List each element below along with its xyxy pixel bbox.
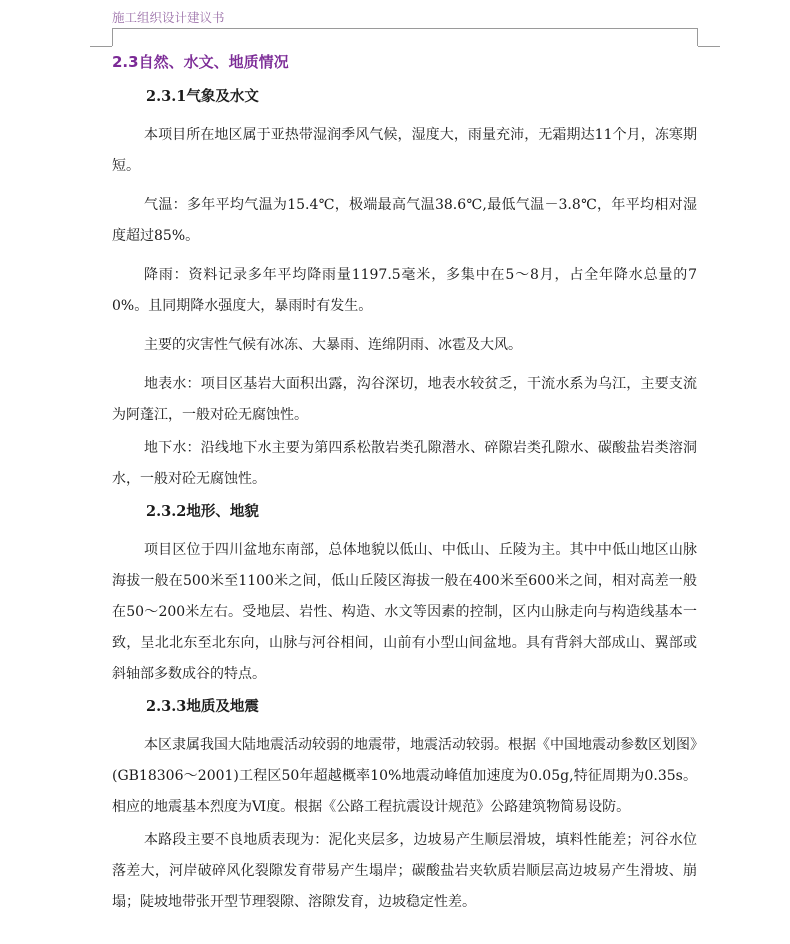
header-rule <box>112 28 697 29</box>
paragraph: 地下水：沿线地下水主要为第四系松散岩类孔隙潜水、碎隙岩类孔隙水、碳酸盐岩类溶洞水，一般对砼无腐蚀性。 <box>112 440 697 487</box>
paragraph: 本项目所在地区属于亚热带湿润季风气候，湿度大，雨量充沛，无霜期达11个月，冻寒期短。 <box>112 127 697 174</box>
page-header: 施工组织设计建议书 <box>112 10 225 25</box>
paragraph: 主要的灾害性气候有冰冻、大暴雨、连绵阴雨、冰雹及大风。 <box>144 337 522 353</box>
subsection-title: 2.3.2地形、地貌 <box>146 503 259 520</box>
paragraph: 地表水：项目区基岩大面积出露，沟谷深切，地表水较贫乏，干流水系为乌江，主要支流为阿蓬江，一般对砼无腐蚀性。 <box>112 376 697 423</box>
paragraph: 本路段主要不良地质表现为：泥化夹层多，边坡易产生顺层滑坡，填料性能差；河谷水位落差大，河岸破碎风化裂隙发育带易产生塌岸；碳酸盐岩夹软质岩顺层高边坡易产生滑坡、崩塌；陡坡地带张开型节理裂隙、溶隙发育，边坡稳定性差。 <box>112 832 697 910</box>
header-corner-left <box>90 28 113 46</box>
subsection-title: 2.3.3地质及地震 <box>146 698 259 715</box>
paragraph: 降雨：资料记录多年平均降雨量1197.5毫米，多集中在5～8月，占全年降水总量的70%。且同期降水强度大，暴雨时有发生。 <box>112 267 697 314</box>
paragraph: 气温：多年平均气温为15.4℃，极端最高气温38.6℃,最低气温－3.8℃，年平均相对湿度超过85%。 <box>112 197 697 244</box>
paragraph: 本区隶属我国大陆地震活动较弱的地震带，地震活动较弱。根据《中国地震动参数区划图》(GB18306～2001)工程区50年超越概率10%地震动峰值加速度为0.05g,特征周期为0.35s。相应的地震基本烈度为Ⅵ度。根据《公路工程抗震设计规范》公路建筑物简易设防。 <box>112 737 697 815</box>
paragraph: 项目区位于四川盆地东南部，总体地貌以低山、中低山、丘陵为主。其中中低山地区山脉海拔一般在500米至1100米之间，低山丘陵区海拔一般在400米至600米之间，相对高差一般在50～200米左右。受地层、岩性、构造、水文等因素的控制，区内山脉走向与构造线基本一致，呈北北东至北东向，山脉与河谷相间，山前有小型山间盆地。具有背斜大部成山、翼部或斜轴部多数成谷的特点。 <box>112 542 697 682</box>
header-corner-right <box>697 28 720 46</box>
document-body <box>112 50 697 918</box>
subsection-title: 2.3.1气象及水文 <box>146 88 259 105</box>
section-title: 2.3自然、水文、地质情况 <box>112 53 289 71</box>
